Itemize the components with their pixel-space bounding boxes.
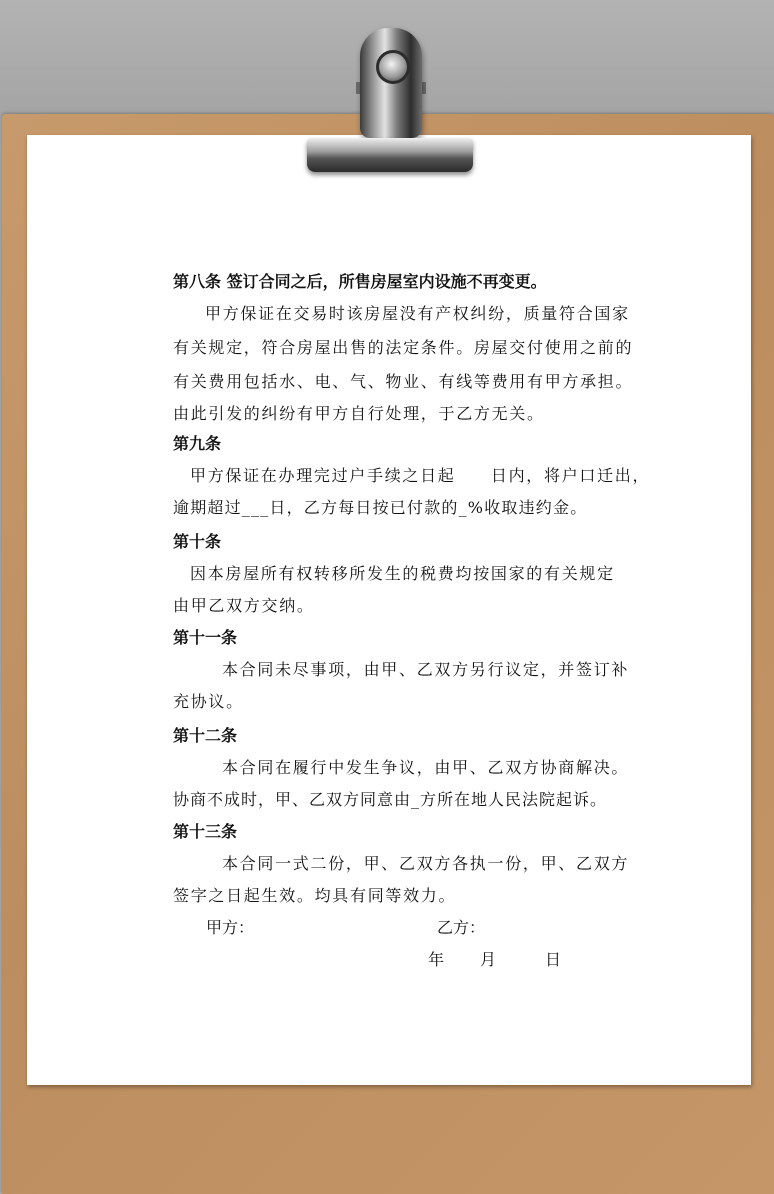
article-13-line-2: 签字之日起生效。均具有同等效力。 — [173, 886, 457, 905]
party-b-signature-label: 乙方： — [437, 918, 486, 937]
article-10-line-1: 因本房屋所有权转移所发生的税费均按国家的有关规定 — [190, 564, 615, 583]
article-12-line-2: 协商不成时，甲、乙双方同意由_方所在地人民法院起诉。 — [173, 790, 608, 809]
party-a-signature-label: 甲方： — [206, 918, 255, 937]
article-9-heading: 第九条 — [173, 434, 222, 453]
article-10-heading: 第十条 — [173, 532, 222, 551]
article-12-heading: 第十二条 — [173, 726, 238, 745]
article-8-line-1: 甲方保证在交易时该房屋没有产权纠纷，质量符合国家 — [205, 304, 630, 323]
article-9-line-1: 甲方保证在办理完过户手续之日起 日内，将户口迁出， — [190, 466, 651, 485]
article-8-line-3: 有关费用包括水、电、气、物业、有线等费用有甲方承担。 — [173, 372, 634, 391]
article-10-line-2: 由甲乙双方交纳。 — [173, 596, 315, 615]
article-13-heading: 第十三条 — [173, 822, 238, 841]
article-11-line-1: 本合同未尽事项，由甲、乙双方另行议定，并签订补 — [222, 660, 630, 679]
date-day-label: 日 — [545, 950, 562, 969]
article-9-line-2: 逾期超过___日，乙方每日按已付款的_%收取违约金。 — [173, 498, 588, 517]
article-8-line-4: 由此引发的纠纷有甲方自行处理，于乙方无关。 — [173, 404, 545, 423]
article-8-line-2: 有关规定，符合房屋出售的法定条件。房屋交付使用之前的 — [173, 338, 634, 357]
date-month-label: 月 — [480, 950, 497, 969]
article-11-heading: 第十一条 — [173, 628, 238, 647]
date-year-label: 年 — [428, 950, 445, 969]
article-8-heading: 第八条 签订合同之后，所售房屋室内设施不再变更。 — [173, 272, 547, 291]
article-12-line-1: 本合同在履行中发生争议，由甲、乙双方协商解决。 — [222, 758, 630, 777]
article-11-line-2: 充协议。 — [173, 692, 244, 711]
article-13-line-1: 本合同一式二份，甲、乙双方各执一份，甲、乙双方 — [222, 854, 630, 873]
